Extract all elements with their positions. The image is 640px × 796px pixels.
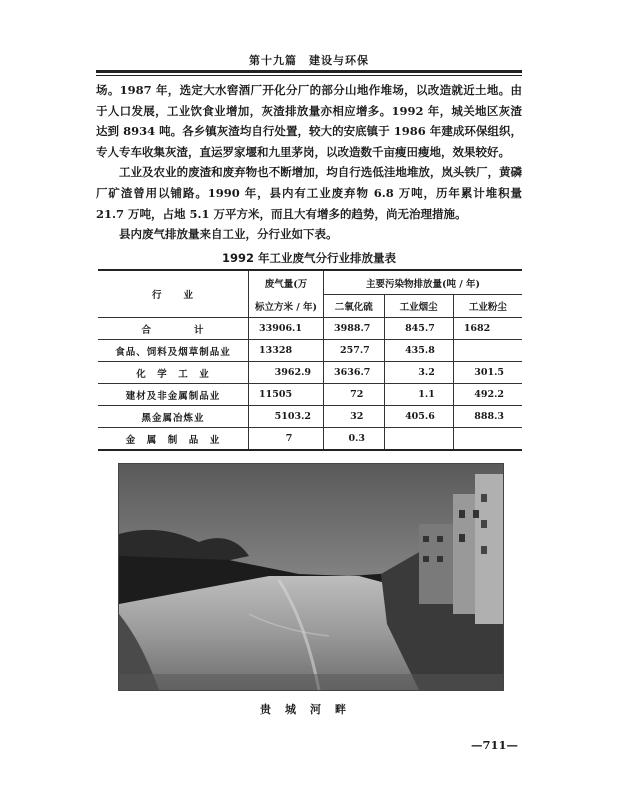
cell-smoke: 435.8	[384, 340, 453, 362]
cell-so2: 3636.7	[324, 362, 385, 384]
cell-volume: 13328	[249, 340, 324, 362]
paragraph-table-intro: 县内废气排放量来自工业，分行业如下表。	[119, 227, 338, 242]
header-dust: 工业粉尘	[453, 295, 522, 318]
table-row	[98, 406, 522, 428]
cell-so2: 72	[324, 384, 385, 406]
cell-dust: 301.5	[453, 362, 522, 384]
table-row	[98, 384, 522, 406]
paragraph-ash-disposal: 场。1987 年，选定大水窖酒厂开化分厂的部分山地作堆场，以改造就近土地。由于人口发展，工业饮食业增加，灰渣排放量亦相应增多。1992 年，城关地区灰渣达到 8934 吨。各乡镇灰渣均自行处置，较大的安底镇于 1986 年建成环保组织，专人专车收集灰渣，直运罗家堰和九里茅岗，以改造数千亩瘦田瘦地，效果较好。	[96, 83, 522, 159]
cell-volume: 33906.1	[249, 318, 324, 340]
cell-industry: 黑金属冶炼业	[98, 406, 249, 428]
cell-so2: 32	[324, 406, 385, 428]
cell-industry: 金 属 制 品 业	[98, 428, 249, 451]
cell-industry: 食品、饲料及烟草制品业	[98, 340, 249, 362]
emissions-table	[98, 269, 522, 451]
cell-industry: 合 计	[98, 318, 249, 340]
cell-smoke: 1.1	[384, 384, 453, 406]
cell-smoke: 405.6	[384, 406, 453, 428]
cell-so2: 0.3	[324, 428, 385, 451]
riverside-photo	[118, 463, 504, 691]
header-smoke: 工业烟尘	[384, 295, 453, 318]
cell-volume: 11505	[249, 384, 324, 406]
table-row	[98, 428, 522, 451]
header-volume-line2: 标立方米 / 年)	[249, 295, 324, 318]
header-industry: 行 业	[98, 270, 249, 318]
table-title: 1992 年工业废气分行业排放量表	[221, 251, 396, 265]
cell-smoke: 845.7	[384, 318, 453, 340]
cell-dust	[453, 340, 522, 362]
cell-dust: 1682	[453, 318, 522, 340]
cell-smoke: 3.2	[384, 362, 453, 384]
cell-volume: 3962.9	[249, 362, 324, 384]
cell-dust: 492.2	[453, 384, 522, 406]
running-head: 第十九篇 建设与环保	[249, 54, 369, 67]
paragraph-industrial-waste: 工业及农业的废渣和废弃物也不断增加，均自行选低洼地堆放，岚头铁厂，黄磷厂矿渣曾用以铺路。1990 年，县内有工业废弃物 6.8 万吨，历年累计堆积量 21.7 万吨，占地 5.1 万平方米，而且大有增多的趋势，尚无治理措施。	[96, 165, 522, 221]
header-rule	[96, 70, 522, 76]
table-row	[98, 362, 522, 384]
page-number: —711—	[470, 738, 518, 752]
cell-volume: 5103.2	[249, 406, 324, 428]
cell-industry: 化 学 工 业	[98, 362, 249, 384]
riverside-photo-image	[119, 464, 503, 690]
cell-volume: 7	[249, 428, 324, 451]
photo-caption: 贵城河畔	[260, 703, 360, 716]
cell-so2: 257.7	[324, 340, 385, 362]
cell-industry: 建材及非金属制品业	[98, 384, 249, 406]
cell-so2: 3988.7	[324, 318, 385, 340]
cell-dust	[453, 428, 522, 451]
header-volume-line1: 废气量(万	[249, 270, 324, 295]
header-pollutants: 主要污染物排放量(吨 / 年)	[324, 270, 523, 295]
table-header-row	[98, 270, 522, 295]
cell-smoke	[384, 428, 453, 451]
body-text	[96, 80, 522, 245]
header-so2: 二氧化硫	[324, 295, 385, 318]
cell-dust: 888.3	[453, 406, 522, 428]
table-row	[98, 340, 522, 362]
table-row	[98, 318, 522, 340]
